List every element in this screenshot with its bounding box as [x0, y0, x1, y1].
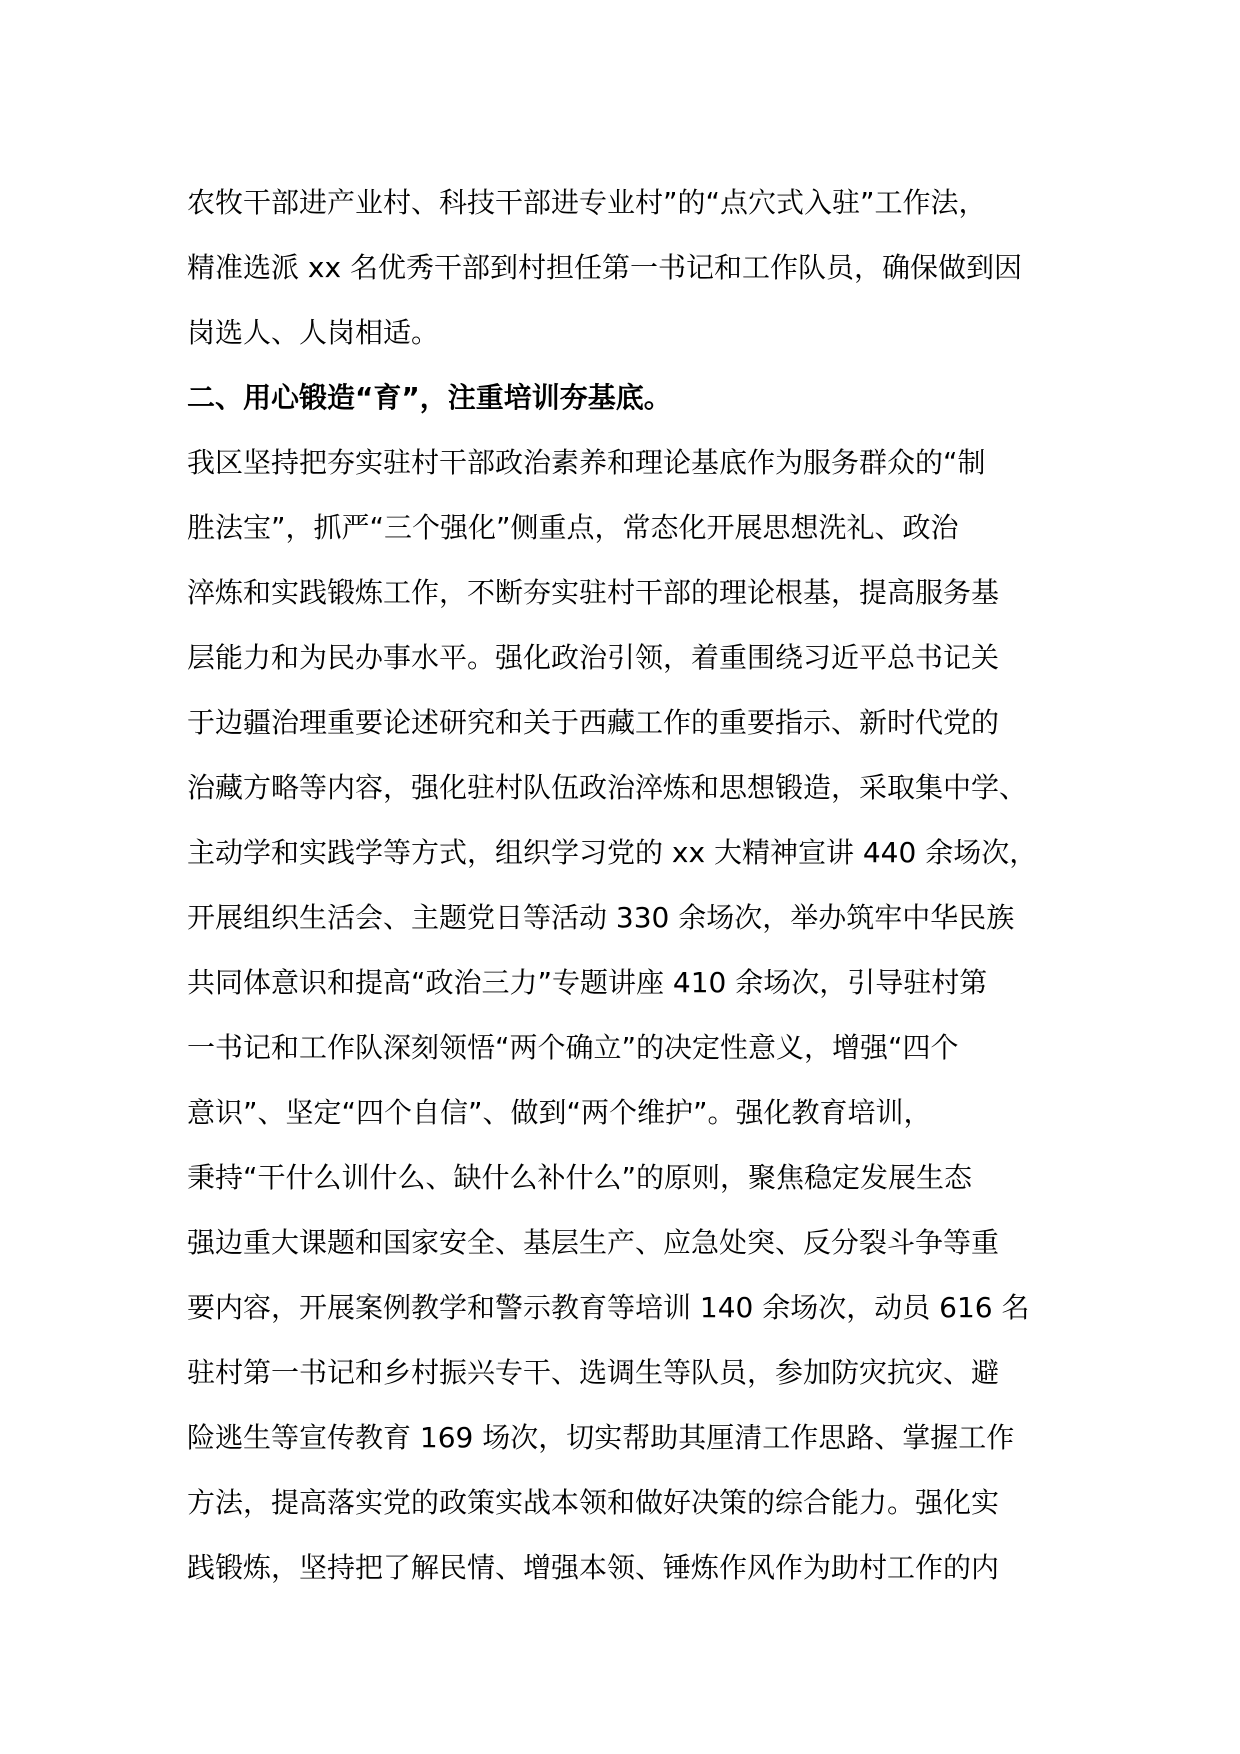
- paragraph-line: 岗选人、人岗相适。: [187, 316, 440, 349]
- paragraph-line: 共同体意识和提高“政治三力”专题讲座 410 余场次，引导驻村第: [187, 966, 988, 999]
- paragraph-line: 开展组织生活会、主题党日等活动 330 余场次，举办筑牢中华民族: [187, 901, 1015, 934]
- paragraph-line: 于边疆治理重要论述研究和关于西藏工作的重要指示、新时代党的: [187, 706, 1000, 739]
- paragraph-line: 精准选派 xx 名优秀干部到村担任第一书记和工作队员，确保做到因: [187, 251, 1022, 284]
- paragraph-line: 要内容，开展案例教学和警示教育等培训 140 余场次，动员 616 名: [187, 1291, 1030, 1324]
- section-paragraph: [187, 430, 1087, 1600]
- paragraph-line: 主动学和实践学等方式，组织学习党的 xx 大精神宣讲 440 余场次，: [187, 836, 1038, 869]
- continued-paragraph: [187, 170, 1087, 365]
- paragraph-line: 层能力和为民办事水平。强化政治引领，着重围绕习近平总书记关: [187, 641, 1000, 674]
- paragraph-line: 治藏方略等内容，强化驻村队伍政治淬炼和思想锻造，采取集中学、: [187, 771, 1028, 804]
- paragraph-line: 险逃生等宣传教育 169 场次，切实帮助其厘清工作思路、掌握工作: [187, 1421, 1015, 1454]
- paragraph-line: 农牧干部进产业村、科技干部进专业村”的“点穴式入驻”工作法，: [187, 186, 987, 219]
- paragraph-line: 胜法宝”，抓严“三个强化”侧重点，常态化开展思想洗礼、政治: [187, 511, 959, 544]
- section-heading: 二、用心锻造“育”，注重培训夯基底。: [187, 381, 672, 414]
- paragraph-line: 我区坚持把夯实驻村干部政治素养和理论基底作为服务群众的“制: [187, 446, 986, 479]
- paragraph-line: 方法，提高落实党的政策实战本领和做好决策的综合能力。强化实: [187, 1486, 1000, 1519]
- paragraph-line: 秉持“干什么训什么、缺什么补什么”的原则，聚焦稳定发展生态: [187, 1161, 973, 1194]
- paragraph-line: 践锻炼，坚持把了解民情、增强本领、锤炼作风作为助村工作的内: [187, 1551, 1000, 1584]
- document-body: [187, 170, 1087, 1600]
- paragraph-line: 强边重大课题和国家安全、基层生产、应急处突、反分裂斗争等重: [187, 1226, 1000, 1259]
- paragraph-line: 驻村第一书记和乡村振兴专干、选调生等队员，参加防灾抗灾、避: [187, 1356, 1000, 1389]
- paragraph-line: 意识”、坚定“四个自信”、做到“两个维护”。强化教育培训，: [187, 1096, 932, 1129]
- paragraph-line: 一书记和工作队深刻领悟“两个确立”的决定性意义，增强“四个: [187, 1031, 959, 1064]
- paragraph-line: 淬炼和实践锻炼工作，不断夯实驻村干部的理论根基，提高服务基: [187, 576, 1000, 609]
